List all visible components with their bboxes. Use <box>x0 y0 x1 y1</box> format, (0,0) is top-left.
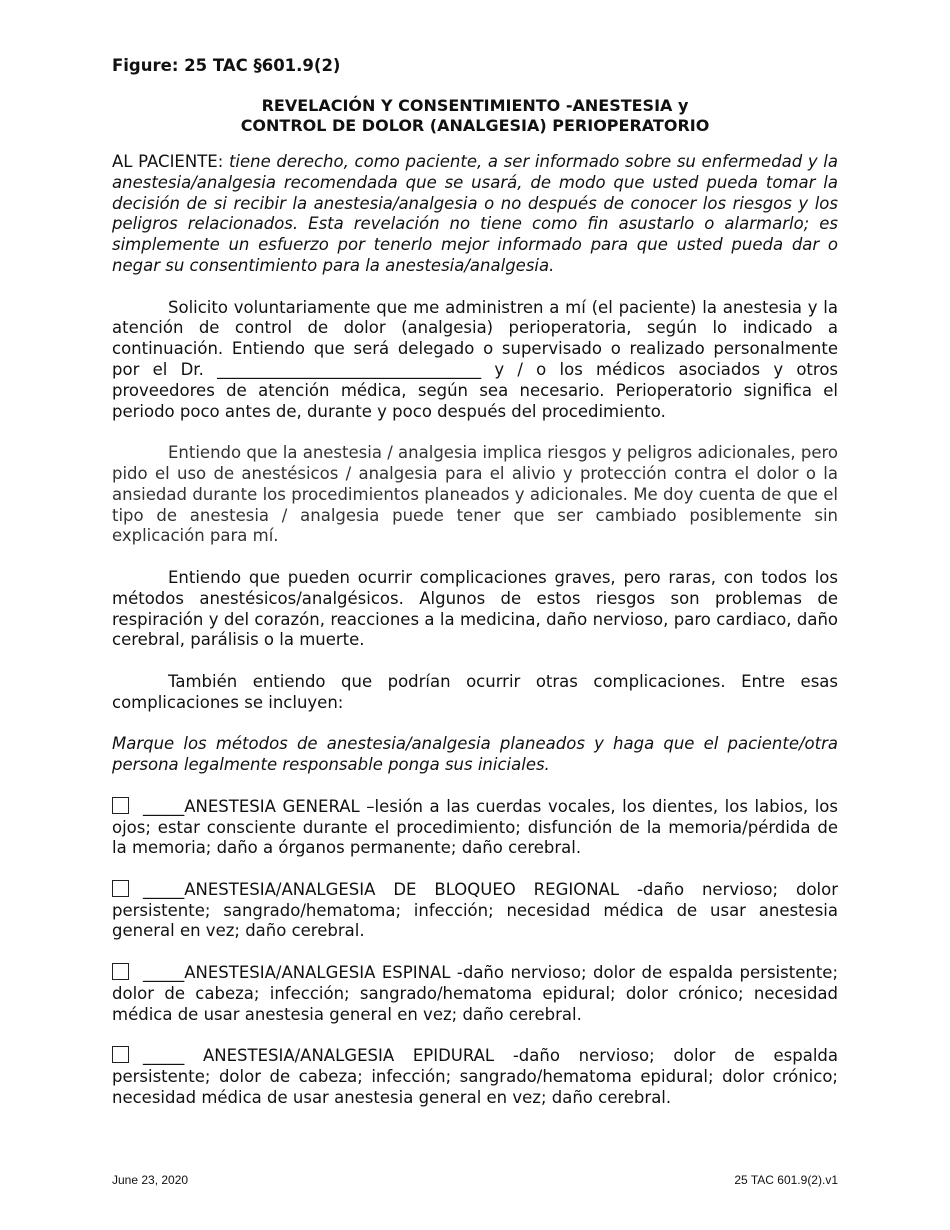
figure-label: Figure: 25 TAC §601.9(2) <box>112 56 341 75</box>
consent-text-a: Solicito voluntariamente que me administren a mí (el paciente) la anestesia y la atención de control de dolor (analgesia) perioperatoria, según lo indicado a continuación. Entiendo que será delegado o supervisado o realizado personalmente por el Dr. <box>112 297 838 379</box>
initials-field-regional[interactable]: _____ <box>143 879 185 899</box>
initials-field-general[interactable]: _____ <box>143 796 185 816</box>
consent-paragraph <box>112 298 838 423</box>
option-regional-text: ANESTESIA/ANALGESIA DE BLOQUEO REGIONAL -daño nervioso; dolor persistente; sangrado/hematoma; infección; necesidad médica de usar anestesia general en vez; daño cerebral. <box>112 879 838 941</box>
checkbox-general[interactable] <box>112 797 129 814</box>
option-epidural-text: ANESTESIA/ANALGESIA EPIDURAL -daño nervioso; dolor de espalda persistente; dolor de cabeza; infección; sangrado/hematoma epidural; dolor crónico; necesidad médica de usar anestesia general en vez; daño cerebral. <box>112 1046 838 1107</box>
checkbox-spinal[interactable] <box>112 963 129 980</box>
option-general-text: ANESTESIA GENERAL –lesión a las cuerdas vocales, los dientes, los labios, los ojos; estar consciente durante el procedimiento; disfunción de la memoria/pérdida de la memoria; daño a órganos permanente; daño cerebral. <box>112 796 838 858</box>
instruction-text: Marque los métodos de anestesia/analgesia planeados y haga que el paciente/otra persona legalmente responsable ponga sus iniciales. <box>112 734 838 775</box>
consent-text-b: y / o los médicos asociados y otros proveedores de atención médica, según sea necesario. Perioperatorio significa el periodo poco antes de, durante y poco después del procedimiento. <box>112 359 839 421</box>
risks-paragraph: Entiendo que la anestesia / analgesia implica riesgos y peligros adicionales, pero pido el uso de anestésicos / analgesia para el alivio y protección contra el dolor o la ansiedad durante los procedimientos planeados y adicionales. Me doy cuenta de que el tipo de anestesia / analgesia puede tener que ser cambiado posiblemente sin explicación para mí. <box>112 443 838 546</box>
document-page <box>112 56 838 1109</box>
checkbox-epidural[interactable] <box>112 1046 129 1063</box>
footer-code: 25 TAC 601.9(2).v1 <box>734 1173 838 1187</box>
title-line-1: REVELACIÓN Y CONSENTIMIENTO -ANESTESIA y <box>261 96 689 115</box>
other-complications-paragraph: También entiendo que podrían ocurrir otras complicaciones. Entre esas complicaciones se incluyen: <box>112 671 838 712</box>
footer-date: June 23, 2020 <box>112 1173 189 1187</box>
initials-field-spinal[interactable]: _____ <box>143 963 185 983</box>
option-spinal <box>112 963 838 1025</box>
option-regional <box>112 880 838 942</box>
initials-field-epidural[interactable]: _____ <box>143 1046 185 1066</box>
complications-paragraph: Entiendo que pueden ocurrir complicaciones graves, pero raras, con todos los métodos anestésicos/analgésicos. Algunos de estos riesgos son problemas de respiración y del corazón, reacciones a la medicina, daño nervioso, paro cardiaco, daño cerebral, parálisis o la muerte. <box>112 567 838 650</box>
intro-paragraph <box>112 152 838 277</box>
option-general <box>112 797 838 859</box>
option-epidural <box>112 1046 838 1108</box>
title-line-2: CONTROL DE DOLOR (ANALGESIA) PERIOPERATORIO <box>240 116 710 135</box>
checkbox-regional[interactable] <box>112 880 129 897</box>
option-spinal-text: ANESTESIA/ANALGESIA ESPINAL -daño nervioso; dolor de espalda persistente; dolor de cabeza; infección; sangrado/hematoma epidural; dolor crónico; necesidad médica de usar anestesia general en vez; daño cerebral. <box>112 963 838 1024</box>
document-title <box>112 96 838 136</box>
intro-label: AL PACIENTE: <box>112 152 224 171</box>
intro-text: tiene derecho, como paciente, a ser informado sobre su enfermedad y la anestesia/analgesia recomendada que se usará, de modo que usted pueda tomar la decisión de si recibir la anestesia/analgesia o no después de conocer los riesgos y los peligros relacionados. Esta revelación no tiene como fin asustarlo o alarmarlo; es simplemente un esfuerzo por tenerlo mejor informado para que usted pueda dar o negar su consentimiento para la anestesia/analgesia. <box>112 152 838 275</box>
doctor-name-field[interactable]: ________________________________ <box>217 359 482 379</box>
